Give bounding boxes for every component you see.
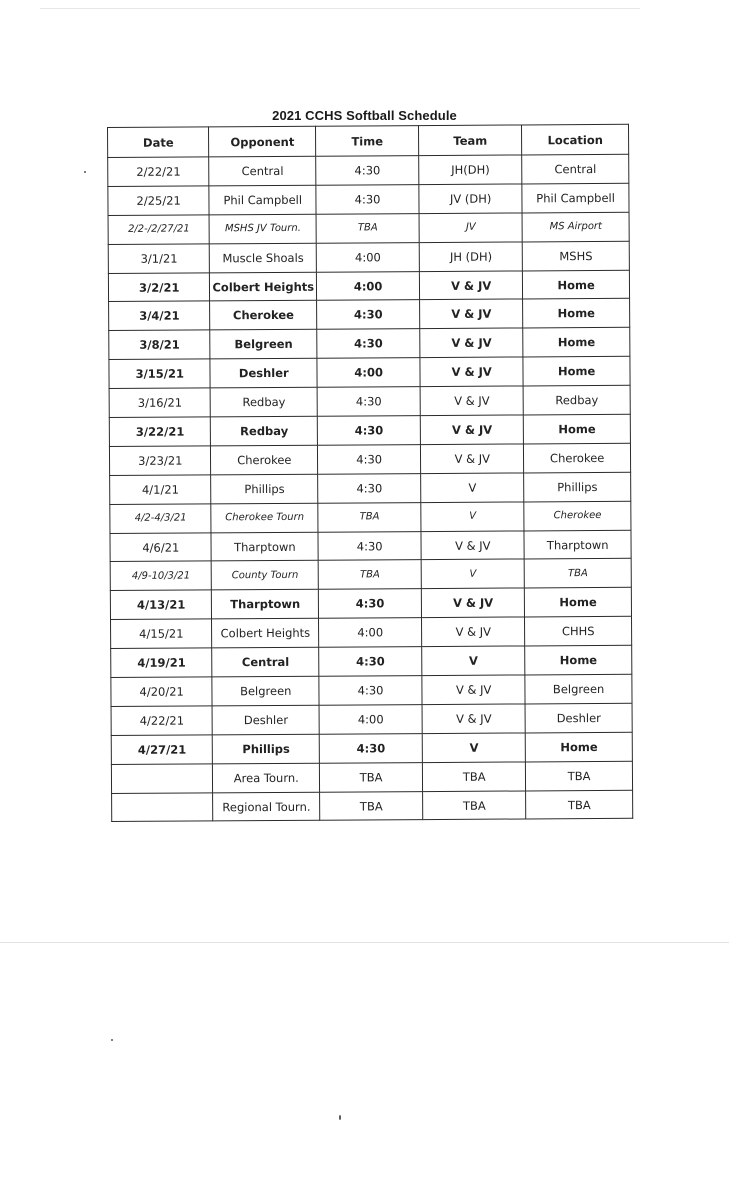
table-row	[111, 703, 632, 735]
cell-opponent: Deshler	[210, 358, 317, 388]
cell-opponent: Redbay	[211, 416, 318, 446]
cell-team: V & JV	[420, 357, 523, 387]
table-row	[108, 241, 629, 273]
cell-time: TBA	[318, 560, 421, 590]
cell-team: V & JV	[420, 299, 523, 329]
cell-location: Belgreen	[525, 674, 632, 704]
cell-team: TBA	[423, 791, 526, 821]
cell-time: 4:30	[317, 387, 420, 417]
cell-opponent: Central	[209, 156, 316, 186]
cell-date: 3/15/21	[109, 359, 211, 389]
cell-time: 4:30	[317, 329, 420, 359]
cell-team: JV (DH)	[419, 184, 522, 214]
table-row	[111, 761, 632, 793]
cell-date: 3/16/21	[109, 388, 211, 418]
cell-opponent: Phillips	[211, 474, 318, 504]
cell-time: 4:30	[318, 444, 421, 474]
cell-date: 4/13/21	[110, 590, 212, 620]
cell-location: Cherokee	[524, 501, 631, 531]
cell-team: JV	[419, 213, 522, 243]
cell-date: 3/23/21	[109, 446, 211, 476]
cell-opponent: Regional Tourn.	[213, 792, 320, 822]
cell-location: Phillips	[524, 472, 631, 502]
cell-location: Central	[522, 154, 629, 184]
cell-opponent: Cherokee	[211, 445, 318, 475]
cell-date: 4/2-4/3/21	[110, 504, 212, 534]
cell-team: V & JV	[422, 675, 525, 705]
table-row	[108, 212, 629, 244]
cell-time: 4:30	[319, 676, 422, 706]
cell-team: V & JV	[422, 704, 525, 734]
table-row	[108, 154, 629, 186]
cell-date: 2/25/21	[108, 186, 210, 216]
scan-speck	[111, 1039, 113, 1041]
cell-opponent: MSHS JV Tourn.	[210, 214, 317, 244]
cell-location: CHHS	[525, 617, 632, 647]
cell-location: TBA	[526, 790, 633, 820]
column-header-opponent: Opponent	[209, 126, 316, 157]
header-row	[108, 124, 629, 157]
cell-location: Home	[525, 645, 632, 675]
cell-location: Home	[523, 357, 630, 387]
table-row	[109, 357, 630, 389]
table-row	[110, 588, 631, 620]
cell-opponent: County Tourn	[212, 561, 319, 591]
cell-location: Home	[525, 588, 632, 618]
cell-date: 4/9-10/3/21	[110, 561, 212, 591]
table-row	[109, 443, 630, 475]
table-row	[112, 790, 633, 822]
cell-time: TBA	[319, 762, 422, 792]
cell-opponent: Area Tourn.	[213, 763, 320, 793]
cell-location: Home	[523, 328, 630, 358]
scan-speck	[84, 171, 86, 173]
cell-date: 4/15/21	[111, 619, 213, 649]
scan-fold-line	[0, 942, 729, 943]
cell-opponent: Belgreen	[210, 330, 317, 360]
cell-location: MS Airport	[522, 212, 629, 242]
cell-date: 4/6/21	[110, 532, 212, 562]
cell-date: 3/1/21	[108, 244, 210, 274]
cell-time: 4:00	[319, 618, 422, 648]
cell-time: TBA	[316, 213, 419, 243]
cell-location: MSHS	[523, 241, 630, 271]
cell-opponent: Redbay	[211, 387, 318, 417]
cell-time: 4:00	[316, 242, 419, 272]
cell-team: V & JV	[420, 386, 523, 416]
cell-opponent: Colbert Heights	[212, 618, 319, 648]
table-row	[109, 299, 630, 331]
scan-speck	[339, 1115, 341, 1120]
cell-opponent: Colbert Heights	[210, 272, 317, 302]
cell-date: 4/1/21	[110, 475, 212, 505]
cell-team: V	[422, 733, 525, 763]
table-row	[110, 501, 631, 533]
cell-date: 3/22/21	[109, 417, 211, 447]
cell-date: 4/27/21	[111, 735, 213, 765]
table-row	[108, 183, 629, 215]
cell-location: Phil Campbell	[522, 183, 629, 213]
cell-location: Home	[524, 414, 631, 444]
column-header-location: Location	[522, 124, 629, 155]
cell-date	[112, 792, 214, 822]
cell-date: 3/8/21	[109, 330, 211, 360]
table-row	[110, 530, 631, 562]
cell-time: 4:30	[317, 416, 420, 446]
table-row	[111, 732, 632, 764]
cell-location: TBA	[524, 559, 631, 589]
cell-date: 3/2/21	[108, 272, 210, 302]
cell-time: 4:30	[319, 733, 422, 763]
cell-opponent: Deshler	[213, 705, 320, 735]
cell-team: V & JV	[422, 617, 525, 647]
cell-location: Home	[526, 732, 633, 762]
table-row	[109, 385, 630, 417]
cell-time: TBA	[320, 791, 423, 821]
cell-opponent: Belgreen	[212, 676, 319, 706]
cell-date: 2/2-/2/27/21	[108, 215, 210, 245]
cell-time: 4:00	[319, 705, 422, 735]
cell-time: 4:30	[316, 156, 419, 186]
cell-location: Cherokee	[524, 443, 631, 473]
cell-opponent: Tharptown	[212, 590, 319, 620]
schedule-body	[108, 154, 633, 822]
cell-opponent: Phil Campbell	[209, 185, 316, 215]
cell-date: 3/4/21	[109, 301, 211, 331]
cell-date: 2/22/21	[108, 157, 210, 187]
cell-date: 4/22/21	[111, 706, 213, 736]
cell-location: Deshler	[525, 703, 632, 733]
table-row	[111, 617, 632, 649]
column-header-team: Team	[419, 125, 522, 156]
cell-time: TBA	[318, 502, 421, 532]
cell-date	[111, 764, 213, 794]
column-header-date: Date	[108, 127, 210, 158]
cell-time: 4:30	[318, 531, 421, 561]
cell-team: V & JV	[421, 531, 524, 561]
cell-opponent: Central	[212, 647, 319, 677]
table-row	[110, 472, 631, 504]
table-row	[109, 328, 630, 360]
page-title: 2021 CCHS Softball Schedule	[272, 108, 457, 123]
cell-team: V	[421, 473, 524, 503]
scan-edge-top	[40, 8, 640, 9]
cell-opponent: Cherokee	[210, 301, 317, 331]
schedule-table	[107, 124, 633, 823]
cell-location: TBA	[526, 761, 633, 791]
cell-team: V	[421, 559, 524, 589]
cell-team: JH(DH)	[419, 155, 522, 185]
cell-time: 4:00	[316, 271, 419, 301]
cell-team: V & JV	[420, 328, 523, 358]
cell-team: V & JV	[421, 444, 524, 474]
table-row	[111, 674, 632, 706]
table-row	[109, 414, 630, 446]
cell-time: 4:30	[319, 647, 422, 677]
cell-time: 4:30	[317, 300, 420, 330]
table-row	[108, 270, 629, 302]
cell-opponent: Phillips	[213, 734, 320, 764]
cell-team: JH (DH)	[419, 242, 522, 272]
cell-location: Home	[523, 270, 630, 300]
cell-team: V	[422, 646, 525, 676]
cell-opponent: Muscle Shoals	[210, 243, 317, 273]
cell-team: V & JV	[420, 271, 523, 301]
cell-opponent: Tharptown	[211, 532, 318, 562]
cell-time: 4:00	[317, 358, 420, 388]
cell-team: V & JV	[421, 588, 524, 618]
cell-team: TBA	[423, 762, 526, 792]
cell-time: 4:30	[318, 473, 421, 503]
cell-time: 4:30	[316, 184, 419, 214]
cell-date: 4/19/21	[111, 648, 213, 678]
table-row	[111, 645, 632, 677]
cell-opponent: Cherokee Tourn	[211, 503, 318, 533]
cell-team: V & JV	[420, 415, 523, 445]
cell-location: Redbay	[523, 385, 630, 415]
cell-time: 4:30	[318, 589, 421, 619]
column-header-time: Time	[316, 126, 419, 157]
cell-team: V	[421, 502, 524, 532]
cell-location: Home	[523, 299, 630, 329]
table-row	[110, 559, 631, 591]
cell-date: 4/20/21	[111, 677, 213, 707]
cell-location: Tharptown	[524, 530, 631, 560]
